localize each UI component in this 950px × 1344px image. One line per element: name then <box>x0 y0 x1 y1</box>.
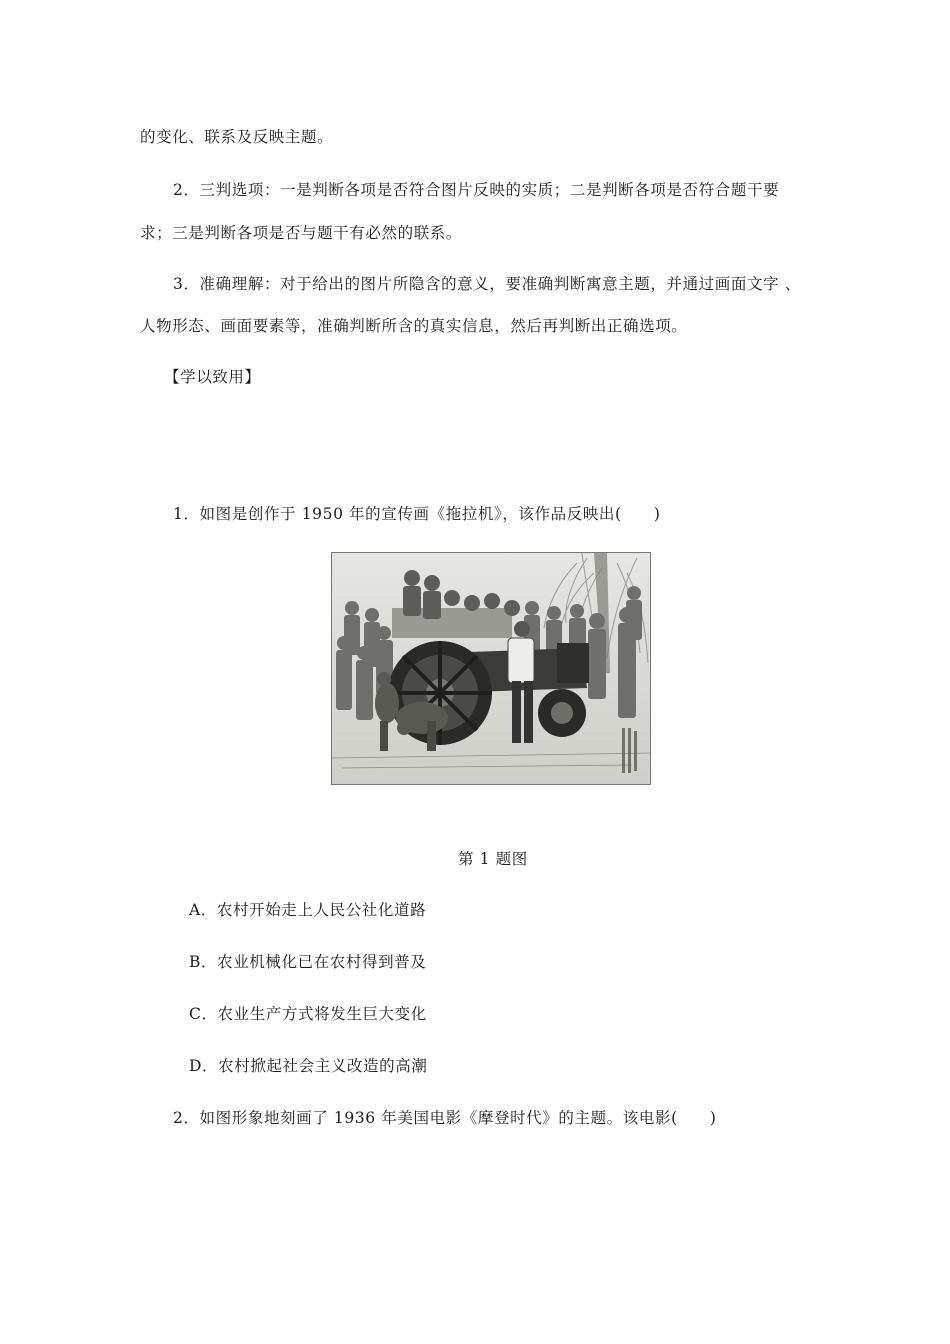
text-line-4: 3．准确理解：对于给出的图片所隐含的意义，要准确判断寓意主题，并通过画面文字 、 <box>173 275 801 293</box>
tractor-painting-image <box>331 552 651 785</box>
text-line-1: 的变化、联系及反映主题。 <box>140 128 334 146</box>
question-2-stem: 2．如图形象地刻画了 1936 年美国电影《摩登时代》的主题。该电影( ) <box>173 1109 717 1127</box>
text-line-5: 人物形态、画面要素等，准确判断所含的真实信息，然后再判断出正确选项。 <box>140 317 688 335</box>
option-a: A．农村开始走上人民公社化道路 <box>189 901 427 919</box>
section-heading: 【学以致用】 <box>164 368 261 386</box>
figure-caption: 第 1 题图 <box>458 850 528 868</box>
text-line-3: 求；三是判断各项是否与题干有必然的联系。 <box>140 224 463 242</box>
option-b: B．农业机械化已在农村得到普及 <box>189 953 427 971</box>
option-c: C．农业生产方式将发生巨大变化 <box>189 1005 427 1023</box>
option-d: D．农村掀起社会主义改造的高潮 <box>189 1057 428 1075</box>
text-line-2: 2．三判选项：一是判断各项是否符合图片反映的实质；二是判断各项是否符合题干要 <box>173 181 780 199</box>
question-1-stem: 1．如图是创作于 1950 年的宣传画《拖拉机》，该作品反映出( ) <box>173 505 661 523</box>
